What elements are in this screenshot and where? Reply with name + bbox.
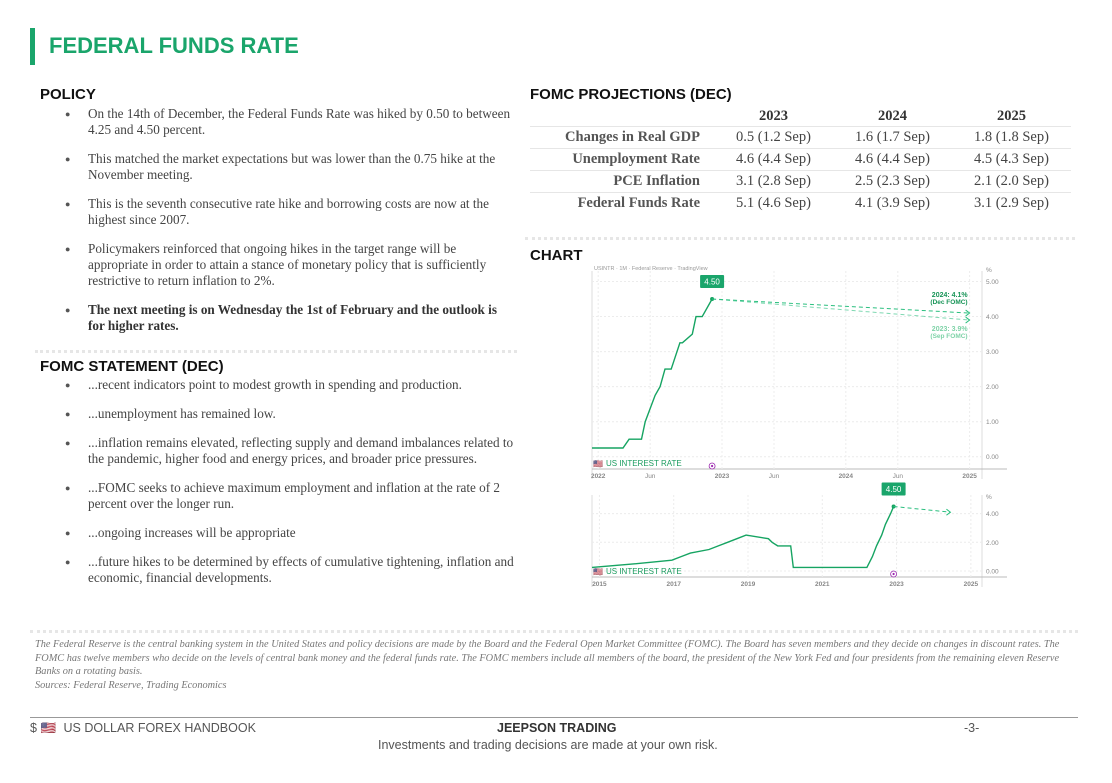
list-item: ● ...inflation remains elevated, reflecting supply and demand imbalances related to the pandemic, higher food and energy prices, and broader price pressures. xyxy=(40,435,515,467)
projections-heading: FOMC PROJECTIONS (DEC) xyxy=(530,86,732,103)
series-label: US INTEREST RATE xyxy=(606,459,682,468)
y-tick-label: 2.00 xyxy=(986,539,999,547)
projections-table xyxy=(530,106,1071,214)
dollar-sign-icon: $ xyxy=(30,721,37,735)
list-item: ● ...ongoing increases will be appropriate xyxy=(40,525,515,541)
interest-rate-line xyxy=(592,299,712,448)
policy-heading: POLICY xyxy=(40,86,96,103)
x-tick-label: 2022 xyxy=(590,473,606,480)
y-tick-label: 3.00 xyxy=(986,349,999,357)
projection-sublabel: (Dec FOMC) xyxy=(930,299,968,307)
y-tick-label: 0.00 xyxy=(986,454,999,462)
policy-list xyxy=(40,106,515,334)
projection-label: 2023: 3.9% xyxy=(931,326,968,334)
x-tick-label: Jun xyxy=(768,473,780,480)
page-number: -3- xyxy=(964,721,980,735)
row-label: Unemployment Rate xyxy=(530,149,714,171)
y-tick-label: 0.00 xyxy=(986,568,999,576)
x-tick-label: 2025 xyxy=(962,473,977,480)
table-cell: 5.1 (4.6 Sep) xyxy=(714,193,833,215)
column-header: 2024 xyxy=(878,108,907,124)
table-cell: 1.8 (1.8 Sep) xyxy=(952,127,1071,149)
section-divider xyxy=(30,630,1078,633)
table-cell: 4.6 (4.4 Sep) xyxy=(714,149,833,171)
us-flag-icon: 🇺🇸 xyxy=(593,459,603,469)
list-item: ● ...unemployment has remained low. xyxy=(40,406,515,422)
chart-panel-2 xyxy=(592,482,1007,588)
footnote xyxy=(35,638,1080,692)
table-cell: 4.1 (3.9 Sep) xyxy=(833,193,952,215)
list-item: ● On the 14th of December, the Federal Funds Rate was hiked by 0.50 to between 4.25 and 4.50 percent. xyxy=(40,106,515,138)
column-header: 2023 xyxy=(759,108,788,124)
table-cell: 3.1 (2.8 Sep) xyxy=(714,171,833,193)
column-header: 2025 xyxy=(997,108,1026,124)
page-title: FEDERAL FUNDS RATE xyxy=(49,33,299,58)
table-cell: 2.5 (2.3 Sep) xyxy=(833,171,952,193)
y-tick-label: 2.00 xyxy=(986,384,999,392)
footer-rule xyxy=(30,717,1078,718)
list-item: ● This is the seventh consecutive rate hike and borrowing costs are now at the highest since 2007. xyxy=(40,196,515,228)
table-header-row xyxy=(530,106,1071,127)
table-row xyxy=(530,171,1071,193)
table-cell: 4.6 (4.4 Sep) xyxy=(833,149,952,171)
y-unit-label: % xyxy=(986,267,992,274)
us-flag-icon: 🇺🇸 xyxy=(593,567,603,577)
footnote-text: The Federal Reserve is the central banking system in the United States and policy decisions are made by the Board and the Federal Open Market Committee (FOMC). The Board has seven members and they decide on changes in discount rates. The FOMC has twelve members who decide on the levels of central bank money and the federal funds rate. The FOMC members include all members of the board, the president of the New York Fed and four presidents from the remaining eleven Reserve Banks on a rotating basis. xyxy=(35,639,1060,678)
y-tick-label: 4.00 xyxy=(986,511,999,519)
projection-arrow-icon xyxy=(946,509,950,515)
footer-left xyxy=(30,721,256,736)
x-tick-label: 2023 xyxy=(889,581,904,588)
footnote-sources: Sources: Federal Reserve, Trading Economics xyxy=(35,679,227,691)
list-item: ● This matched the market expectations but was lower than the 0.75 hike at the November meeting. xyxy=(40,151,515,183)
table-cell: 1.6 (1.7 Sep) xyxy=(833,127,952,149)
row-label: Changes in Real GDP xyxy=(530,127,714,149)
event-marker-dot xyxy=(893,573,895,575)
statement-list xyxy=(40,377,515,586)
handbook-title: US DOLLAR FOREX HANDBOOK xyxy=(63,721,256,735)
table-cell: 3.1 (2.9 Sep) xyxy=(952,193,1071,215)
x-tick-label: 2021 xyxy=(815,581,830,588)
brand-name: JEEPSON TRADING xyxy=(497,721,617,735)
series-label: US INTEREST RATE xyxy=(606,567,682,576)
interest-rate-charts xyxy=(590,263,1010,593)
statement-heading: FOMC STATEMENT (DEC) xyxy=(40,358,224,375)
projection-line xyxy=(894,506,951,512)
table-row xyxy=(530,127,1071,149)
y-unit-label: % xyxy=(986,494,992,501)
projection-sublabel: (Sep FOMC) xyxy=(930,333,968,341)
chart-panel-1 xyxy=(591,266,1007,480)
x-tick-label: Jun xyxy=(892,473,904,480)
list-item: ● ...recent indicators point to modest growth in spending and production. xyxy=(40,377,515,393)
table-row xyxy=(530,149,1071,171)
y-tick-label: 5.00 xyxy=(986,279,999,287)
title-accent-bar xyxy=(30,28,299,65)
section-divider xyxy=(35,350,517,353)
chart-title: USINTR · 1M · Federal Reserve · TradingView xyxy=(594,266,708,272)
table-row xyxy=(530,193,1071,215)
chart-svg xyxy=(590,263,1010,593)
x-tick-label: 2023 xyxy=(714,473,730,480)
last-value-text: 4.50 xyxy=(885,484,902,494)
row-label: PCE Inflation xyxy=(530,171,714,193)
table-cell: 4.5 (4.3 Sep) xyxy=(952,149,1071,171)
x-tick-label: 2025 xyxy=(963,581,979,588)
x-tick-label: 2024 xyxy=(838,473,854,480)
chart-heading: CHART xyxy=(530,247,583,264)
column-header-blank xyxy=(530,106,714,127)
last-value-text: 4.50 xyxy=(704,277,720,287)
table-cell: 2.1 (2.0 Sep) xyxy=(952,171,1071,193)
list-item: ● The next meeting is on Wednesday the 1st of February and the outlook is for higher rates. xyxy=(40,302,515,334)
table-cell: 0.5 (1.2 Sep) xyxy=(714,127,833,149)
projection-label: 2024: 4.1% xyxy=(931,292,968,300)
x-tick-label: 2017 xyxy=(666,581,681,588)
list-item: ● Policymakers reinforced that ongoing hikes in the target range will be appropriate in order to attain a stance of monetary policy that is sufficiently restrictive to return inflation to 2%. xyxy=(40,241,515,289)
list-item: ● ...FOMC seeks to achieve maximum employment and inflation at the rate of 2 percent over the longer run. xyxy=(40,480,515,512)
list-item: ● ...future hikes to be determined by effects of cumulative tightening, inflation and economic, financial developments. xyxy=(40,554,515,586)
x-tick-label: 2019 xyxy=(740,581,756,588)
interest-rate-line xyxy=(592,507,894,568)
section-divider xyxy=(525,237,1075,240)
x-tick-label: Jun xyxy=(644,473,656,480)
row-label: Federal Funds Rate xyxy=(530,193,714,215)
event-marker-dot xyxy=(711,465,713,467)
x-tick-label: 2015 xyxy=(592,581,607,588)
disclaimer: Investments and trading decisions are made at your own risk. xyxy=(378,738,718,752)
us-flag-icon: 🇺🇸 xyxy=(40,721,57,735)
y-tick-label: 4.00 xyxy=(986,314,999,322)
y-tick-label: 1.00 xyxy=(986,419,999,427)
